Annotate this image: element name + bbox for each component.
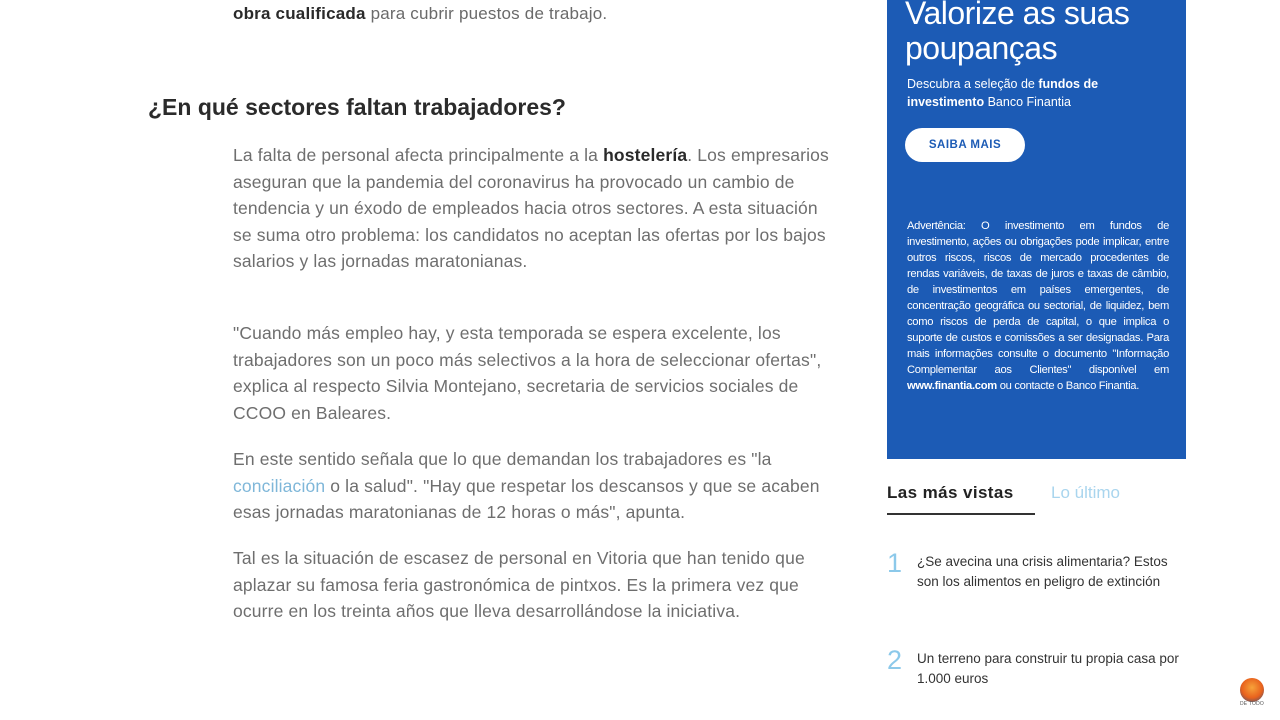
ad-subtitle-bold: fundos de investimento bbox=[907, 77, 1099, 109]
paragraph-quote: "Cuando más empleo hay, y esta temporada se espera excelente, los trabajadores son un poco más selectivos a la hora de seleccionar ofertas", explica al respecto Silvia Montejano, secretaria de servicios sociales de CCOO en Baleares. bbox=[233, 323, 822, 423]
rank-title-link[interactable]: Un terreno para construir tu propia casa por 1.000 euros bbox=[917, 651, 1179, 686]
ad-disclaimer-text: ou contacte o Banco Finantia. bbox=[996, 380, 1140, 392]
ad-disclaimer bbox=[907, 218, 1169, 394]
ad-subtitle-text: Banco Finantia bbox=[984, 95, 1071, 109]
conciliacion-link[interactable]: conciliación bbox=[233, 475, 326, 496]
channel-logo-icon bbox=[1240, 678, 1264, 702]
most-viewed-tabs bbox=[887, 483, 1186, 519]
rank-number: 1 bbox=[887, 548, 903, 578]
paragraph-text: En este sentido señala que lo que demandan los trabajadores es "la bbox=[233, 449, 772, 469]
paragraph-vitoria: Tal es la situación de escasez de personal en Vitoria que han tenido que aplazar su famosa feria gastronómica de pintxos. Es la primera vez que ocurre en los treinta años que lleva desarrollándose la iniciativa. bbox=[233, 548, 805, 621]
section-heading: ¿En qué sectores faltan trabajadores? bbox=[148, 94, 566, 120]
paragraph-hosteleria bbox=[233, 142, 833, 275]
ad-disclaimer-text: Advertência: O investimento em fundos de investimento, ações ou obrigações pode implicar, entre outros riscos, riscos de mercado procedentes de rendas variáveis, de taxas de juros e taxas de câmbio, de investimentos em países emergentes, de concentração geográfica ou sectorial, de liquidez, bem como riscos de perda de capital, o que implica o suporte de custos e comissões a ser designadas. Para mais informações consulte o documento "Informação Complementar aos Clientes" disponível em bbox=[907, 220, 1169, 376]
lead-sentence bbox=[233, 4, 607, 24]
paragraph-text: o la salud". "Hay que respetar los descansos y que se acaben esas jornadas maratonianas de 12 horas o más", apunta. bbox=[233, 475, 820, 522]
saiba-mais-button[interactable]: SAIBA MAIS bbox=[905, 128, 1025, 162]
ad-title: Valorize as suas poupanças bbox=[905, 0, 1130, 66]
paragraph-text: . Los empresarios aseguran que la pandemia del coronavirus ha provocado un cambio de tendencia y un éxodo de empleados hacia otros sectores. A esta situación se suma otro problema: los candidatos no aceptan las ofertas por los bajos salarios y las jornadas maratonianas. bbox=[233, 145, 829, 271]
rank-number: 2 bbox=[887, 645, 903, 675]
advertisement-banner[interactable] bbox=[887, 0, 1186, 459]
lead-bold-text: obra cualificada bbox=[233, 4, 366, 23]
tab-lo-ultimo[interactable]: Lo último bbox=[1051, 483, 1120, 502]
ad-disclaimer-link[interactable]: www.finantia.com bbox=[907, 380, 997, 392]
rank-title-link[interactable]: ¿Se avecina una crisis alimentaria? Estos son los alimentos en peligro de extinción bbox=[917, 554, 1168, 589]
channel-logo-text: DE TODO bbox=[1240, 701, 1264, 707]
bold-term-hosteleria: hostelería bbox=[603, 145, 688, 165]
ad-subtitle bbox=[907, 75, 1167, 111]
paragraph-text: La falta de personal afecta principalmente a la bbox=[233, 145, 604, 165]
ad-subtitle-text: Descubra a seleção de bbox=[907, 77, 1039, 91]
lead-text: para cubrir puestos de trabajo. bbox=[365, 4, 608, 23]
paragraph-conciliacion bbox=[233, 446, 833, 526]
tab-las-mas-vistas[interactable]: Las más vistas bbox=[887, 483, 1035, 515]
